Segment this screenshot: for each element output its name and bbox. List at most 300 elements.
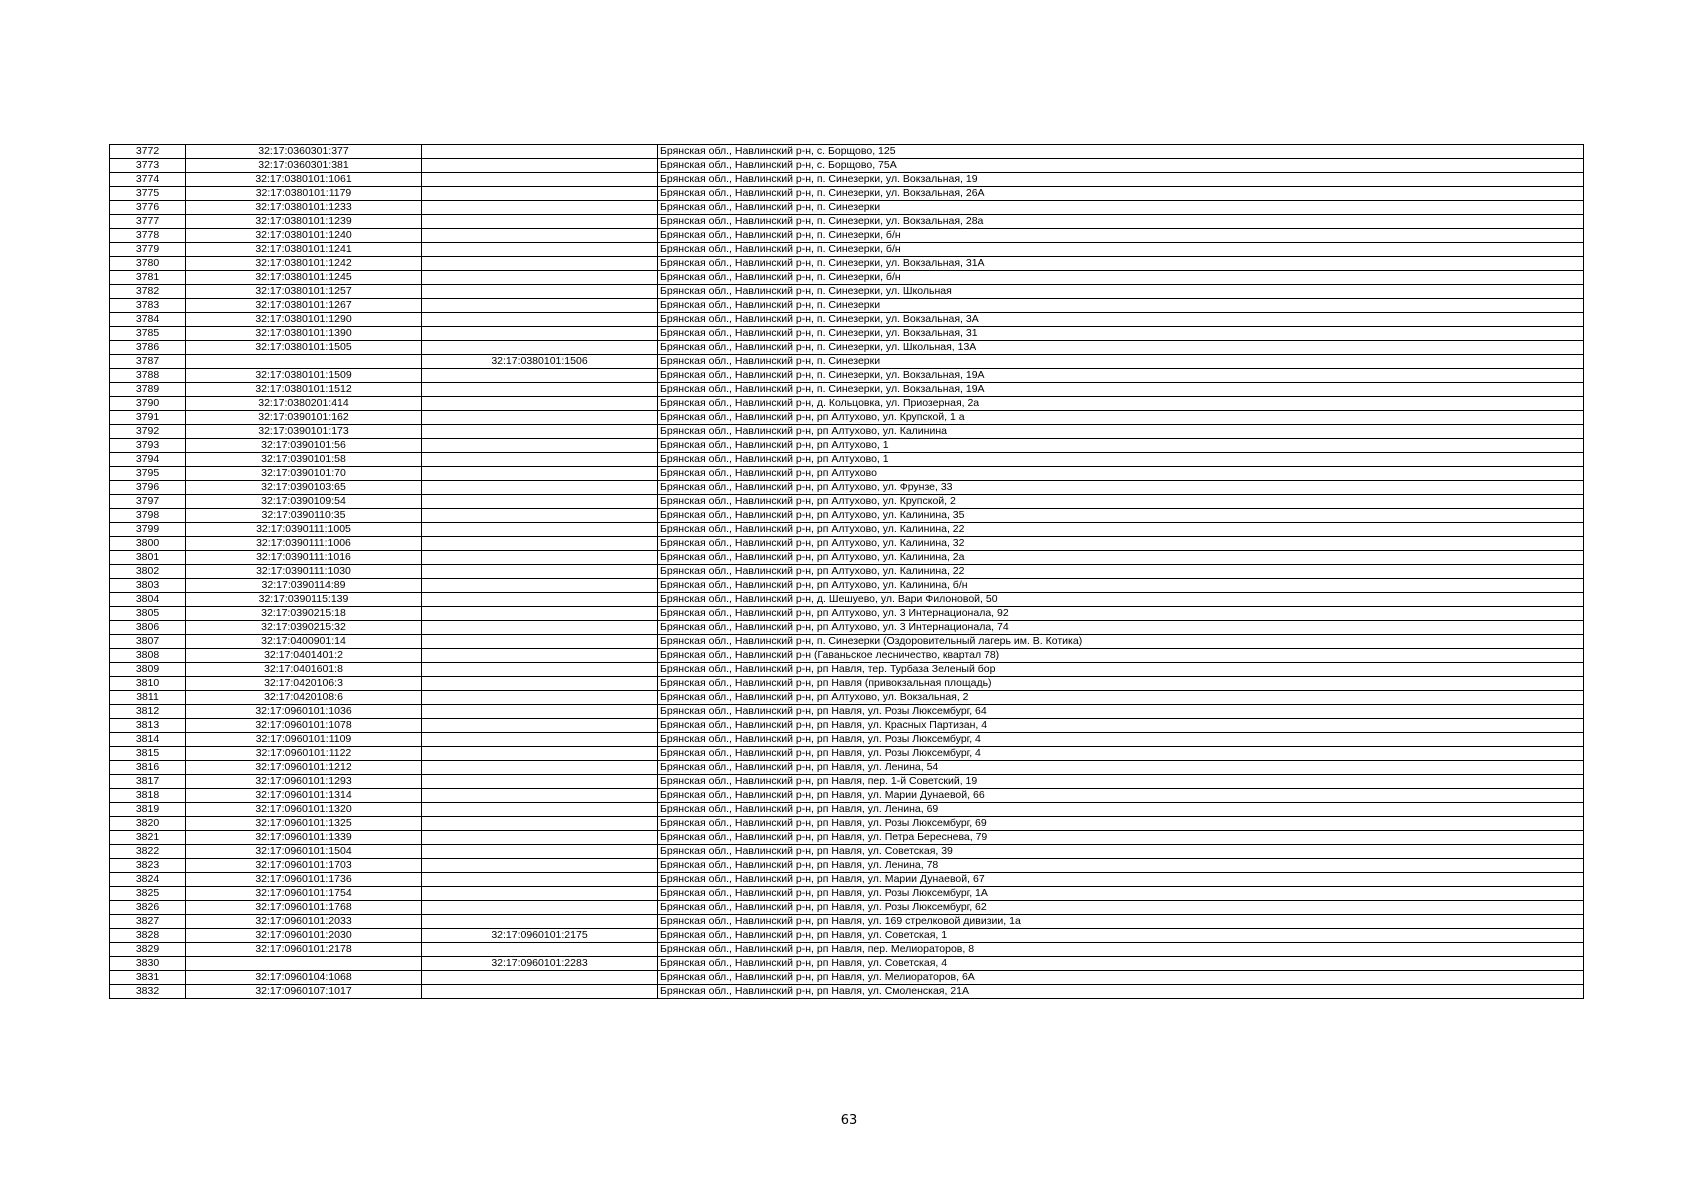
table-row	[110, 565, 1584, 579]
row-number-cell: 3820	[110, 817, 186, 831]
cadastral-number-cell: 32:17:0390114:89	[186, 579, 422, 593]
table-row	[110, 747, 1584, 761]
table-row	[110, 201, 1584, 215]
address-cell: Брянская обл., Навлинский р-н (Гаваньское лесничество, квартал 78)	[658, 649, 1584, 663]
cadastral-number-secondary-cell	[422, 971, 658, 985]
cadastral-number-cell: 32:17:0960101:1754	[186, 887, 422, 901]
table-row	[110, 943, 1584, 957]
row-number-cell: 3783	[110, 299, 186, 313]
address-cell: Брянская обл., Навлинский р-н, рп Навля, ул. Смоленская, 21А	[658, 985, 1584, 999]
table-row	[110, 649, 1584, 663]
table-row	[110, 369, 1584, 383]
table-row	[110, 257, 1584, 271]
cadastral-number-cell: 32:17:0380101:1245	[186, 271, 422, 285]
cadastral-number-cell: 32:17:0380101:1241	[186, 243, 422, 257]
table-row	[110, 971, 1584, 985]
cadastral-number-cell: 32:17:0390110:35	[186, 509, 422, 523]
cadastral-number-cell: 32:17:0420106:3	[186, 677, 422, 691]
cadastral-number-cell: 32:17:0960101:1339	[186, 831, 422, 845]
cadastral-number-cell: 32:17:0390111:1005	[186, 523, 422, 537]
table-row	[110, 327, 1584, 341]
table-row	[110, 159, 1584, 173]
cadastral-number-cell: 32:17:0380101:1233	[186, 201, 422, 215]
cadastral-number-secondary-cell: 32:17:0960101:2283	[422, 957, 658, 971]
cadastral-number-secondary-cell	[422, 411, 658, 425]
cadastral-number-cell: 32:17:0380101:1267	[186, 299, 422, 313]
cadastral-number-cell: 32:17:0960101:2178	[186, 943, 422, 957]
cadastral-number-cell: 32:17:0401401:2	[186, 649, 422, 663]
address-cell: Брянская обл., Навлинский р-н, рп Навля, ул. 169 стрелковой дивизии, 1а	[658, 915, 1584, 929]
address-cell: Брянская обл., Навлинский р-н, рп Алтухово, 1	[658, 453, 1584, 467]
table-row	[110, 173, 1584, 187]
address-cell: Брянская обл., Навлинский р-н, п. Синезерки, ул. Вокзальная, 31	[658, 327, 1584, 341]
cadastral-number-cell: 32:17:0960101:2030	[186, 929, 422, 943]
row-number-cell: 3793	[110, 439, 186, 453]
address-cell: Брянская обл., Навлинский р-н, рп Навля, ул. Розы Люксембург, 64	[658, 705, 1584, 719]
row-number-cell: 3773	[110, 159, 186, 173]
table-row	[110, 635, 1584, 649]
row-number-cell: 3797	[110, 495, 186, 509]
table-row	[110, 775, 1584, 789]
table-row	[110, 425, 1584, 439]
cadastral-number-secondary-cell	[422, 369, 658, 383]
row-number-cell: 3780	[110, 257, 186, 271]
table-row	[110, 621, 1584, 635]
address-cell: Брянская обл., Навлинский р-н, п. Синезерки, ул. Вокзальная, 28а	[658, 215, 1584, 229]
address-cell: Брянская обл., Навлинский р-н, п. Синезерки, ул. Вокзальная, 19А	[658, 383, 1584, 397]
cadastral-number-secondary-cell	[422, 649, 658, 663]
table-row	[110, 719, 1584, 733]
cadastral-number-cell: 32:17:0380101:1505	[186, 341, 422, 355]
cadastral-number-secondary-cell	[422, 677, 658, 691]
row-number-cell: 3779	[110, 243, 186, 257]
table-row	[110, 285, 1584, 299]
table-row	[110, 593, 1584, 607]
table-row	[110, 453, 1584, 467]
cadastral-number-secondary-cell: 32:17:0960101:2175	[422, 929, 658, 943]
row-number-cell: 3776	[110, 201, 186, 215]
table-row	[110, 495, 1584, 509]
cadastral-table	[109, 144, 1584, 999]
row-number-cell: 3774	[110, 173, 186, 187]
row-number-cell: 3802	[110, 565, 186, 579]
row-number-cell: 3812	[110, 705, 186, 719]
address-cell: Брянская обл., Навлинский р-н, п. Синезерки, б/н	[658, 229, 1584, 243]
address-cell: Брянская обл., Навлинский р-н, рп Алтухово, ул. 3 Интернационала, 92	[658, 607, 1584, 621]
address-cell: Брянская обл., Навлинский р-н, п. Синезерки, ул. Вокзальная, 31А	[658, 257, 1584, 271]
cadastral-number-cell: 32:17:0380101:1239	[186, 215, 422, 229]
row-number-cell: 3825	[110, 887, 186, 901]
address-cell: Брянская обл., Навлинский р-н, рп Алтухово, ул. Фрунзе, 33	[658, 481, 1584, 495]
cadastral-number-secondary-cell	[422, 257, 658, 271]
cadastral-number-secondary-cell	[422, 621, 658, 635]
address-cell: Брянская обл., Навлинский р-н, рп Навля, ул. Мелиораторов, 6А	[658, 971, 1584, 985]
row-number-cell: 3792	[110, 425, 186, 439]
cadastral-number-secondary-cell	[422, 453, 658, 467]
cadastral-number-secondary-cell	[422, 243, 658, 257]
cadastral-number-secondary-cell	[422, 859, 658, 873]
row-number-cell: 3786	[110, 341, 186, 355]
address-cell: Брянская обл., Навлинский р-н, рп Алтухово	[658, 467, 1584, 481]
table-row	[110, 887, 1584, 901]
address-cell: Брянская обл., Навлинский р-н, п. Синезерки, ул. Вокзальная, 19А	[658, 369, 1584, 383]
row-number-cell: 3784	[110, 313, 186, 327]
row-number-cell: 3805	[110, 607, 186, 621]
address-cell: Брянская обл., Навлинский р-н, рп Навля, ул. Ленина, 69	[658, 803, 1584, 817]
cadastral-number-cell: 32:17:0380101:1179	[186, 187, 422, 201]
cadastral-number-cell: 32:17:0390111:1016	[186, 551, 422, 565]
cadastral-number-secondary-cell	[422, 215, 658, 229]
cadastral-number-secondary-cell	[422, 285, 658, 299]
cadastral-number-cell: 32:17:0390109:54	[186, 495, 422, 509]
cadastral-number-cell: 32:17:0960101:1078	[186, 719, 422, 733]
table-row	[110, 439, 1584, 453]
table-row	[110, 691, 1584, 705]
address-cell: Брянская обл., Навлинский р-н, рп Навля, ул. Розы Люксембург, 62	[658, 901, 1584, 915]
cadastral-number-secondary-cell	[422, 397, 658, 411]
cadastral-number-cell: 32:17:0390215:32	[186, 621, 422, 635]
cadastral-number-secondary-cell	[422, 985, 658, 999]
address-cell: Брянская обл., Навлинский р-н, с. Борщово, 75А	[658, 159, 1584, 173]
table-row	[110, 523, 1584, 537]
cadastral-number-secondary-cell	[422, 733, 658, 747]
address-cell: Брянская обл., Навлинский р-н, рп Алтухово, 1	[658, 439, 1584, 453]
cadastral-number-cell: 32:17:0390111:1030	[186, 565, 422, 579]
address-cell: Брянская обл., Навлинский р-н, рп Навля, ул. Розы Люксембург, 4	[658, 747, 1584, 761]
table-body	[110, 145, 1584, 999]
address-cell: Брянская обл., Навлинский р-н, рп Алтухово, ул. 3 Интернационала, 74	[658, 621, 1584, 635]
cadastral-number-cell: 32:17:0380101:1242	[186, 257, 422, 271]
table-row	[110, 789, 1584, 803]
cadastral-number-cell: 32:17:0390101:58	[186, 453, 422, 467]
cadastral-number-secondary-cell	[422, 747, 658, 761]
table-row	[110, 901, 1584, 915]
cadastral-number-cell: 32:17:0380101:1290	[186, 313, 422, 327]
table-row	[110, 145, 1584, 159]
address-cell: Брянская обл., Навлинский р-н, рп Навля, ул. Советская, 1	[658, 929, 1584, 943]
row-number-cell: 3823	[110, 859, 186, 873]
address-cell: Брянская обл., Навлинский р-н, д. Кольцовка, ул. Приозерная, 2а	[658, 397, 1584, 411]
cadastral-number-secondary-cell: 32:17:0380101:1506	[422, 355, 658, 369]
address-cell: Брянская обл., Навлинский р-н, рп Алтухово, ул. Калинина, 32	[658, 537, 1584, 551]
table-row	[110, 551, 1584, 565]
row-number-cell: 3806	[110, 621, 186, 635]
cadastral-number-secondary-cell	[422, 915, 658, 929]
cadastral-number-cell: 32:17:0380201:414	[186, 397, 422, 411]
row-number-cell: 3809	[110, 663, 186, 677]
table-row	[110, 481, 1584, 495]
row-number-cell: 3778	[110, 229, 186, 243]
cadastral-number-secondary-cell	[422, 705, 658, 719]
address-cell: Брянская обл., Навлинский р-н, рп Алтухово, ул. Калинина, 2а	[658, 551, 1584, 565]
table-row	[110, 215, 1584, 229]
row-number-cell: 3799	[110, 523, 186, 537]
row-number-cell: 3814	[110, 733, 186, 747]
address-cell: Брянская обл., Навлинский р-н, рп Алтухово, ул. Калинина, б/н	[658, 579, 1584, 593]
address-cell: Брянская обл., Навлинский р-н, рп Навля, ул. Ленина, 78	[658, 859, 1584, 873]
row-number-cell: 3807	[110, 635, 186, 649]
table-row	[110, 845, 1584, 859]
cadastral-number-secondary-cell	[422, 523, 658, 537]
address-cell: Брянская обл., Навлинский р-н, рп Алтухово, ул. Калинина, 22	[658, 523, 1584, 537]
address-cell: Брянская обл., Навлинский р-н, рп Навля, тер. Турбаза Зеленый бор	[658, 663, 1584, 677]
cadastral-number-cell: 32:17:0960101:1768	[186, 901, 422, 915]
cadastral-number-secondary-cell	[422, 425, 658, 439]
cadastral-number-cell: 32:17:0960101:1736	[186, 873, 422, 887]
cadastral-number-cell: 32:17:0960101:1504	[186, 845, 422, 859]
cadastral-number-cell: 32:17:0380101:1512	[186, 383, 422, 397]
table-row	[110, 299, 1584, 313]
address-cell: Брянская обл., Навлинский р-н, рп Навля, пер. 1-й Советский, 19	[658, 775, 1584, 789]
cadastral-number-secondary-cell	[422, 593, 658, 607]
cadastral-number-cell	[186, 355, 422, 369]
cadastral-number-secondary-cell	[422, 467, 658, 481]
cadastral-number-secondary-cell	[422, 873, 658, 887]
cadastral-number-secondary-cell	[422, 439, 658, 453]
cadastral-number-cell: 32:17:0360301:381	[186, 159, 422, 173]
table-row	[110, 397, 1584, 411]
table-row	[110, 579, 1584, 593]
cadastral-number-secondary-cell	[422, 229, 658, 243]
table-row	[110, 663, 1584, 677]
table-row	[110, 859, 1584, 873]
cadastral-number-cell: 32:17:0390115:139	[186, 593, 422, 607]
table-row	[110, 243, 1584, 257]
table-row	[110, 705, 1584, 719]
cadastral-number-cell: 32:17:0380101:1240	[186, 229, 422, 243]
cadastral-number-secondary-cell	[422, 299, 658, 313]
address-cell: Брянская обл., Навлинский р-н, рп Алтухово, ул. Вокзальная, 2	[658, 691, 1584, 705]
row-number-cell: 3795	[110, 467, 186, 481]
row-number-cell: 3822	[110, 845, 186, 859]
row-number-cell: 3790	[110, 397, 186, 411]
cadastral-number-cell: 32:17:0420108:6	[186, 691, 422, 705]
cadastral-number-secondary-cell	[422, 271, 658, 285]
cadastral-number-secondary-cell	[422, 635, 658, 649]
address-cell: Брянская обл., Навлинский р-н, п. Синезерки	[658, 299, 1584, 313]
address-cell: Брянская обл., Навлинский р-н, рп Алтухово, ул. Крупской, 2	[658, 495, 1584, 509]
table-row	[110, 383, 1584, 397]
address-cell: Брянская обл., Навлинский р-н, рп Алтухово, ул. Калинина, 22	[658, 565, 1584, 579]
row-number-cell: 3796	[110, 481, 186, 495]
row-number-cell: 3824	[110, 873, 186, 887]
address-cell: Брянская обл., Навлинский р-н, д. Шешуево, ул. Вари Филоновой, 50	[658, 593, 1584, 607]
table-row	[110, 761, 1584, 775]
cadastral-number-cell: 32:17:0380101:1061	[186, 173, 422, 187]
address-cell: Брянская обл., Навлинский р-н, п. Синезерки (Оздоровительный лагерь им. В. Котика)	[658, 635, 1584, 649]
table-row	[110, 341, 1584, 355]
table-row	[110, 817, 1584, 831]
table-row	[110, 957, 1584, 971]
cadastral-number-cell: 32:17:0960101:1109	[186, 733, 422, 747]
cadastral-number-cell: 32:17:0960101:1325	[186, 817, 422, 831]
cadastral-number-cell: 32:17:0380101:1390	[186, 327, 422, 341]
table-row	[110, 677, 1584, 691]
row-number-cell: 3830	[110, 957, 186, 971]
cadastral-number-cell: 32:17:0960107:1017	[186, 985, 422, 999]
row-number-cell: 3789	[110, 383, 186, 397]
address-cell: Брянская обл., Навлинский р-н, п. Синезерки, ул. Вокзальная, 3А	[658, 313, 1584, 327]
cadastral-number-cell: 32:17:0390111:1006	[186, 537, 422, 551]
cadastral-number-cell: 32:17:0960101:1122	[186, 747, 422, 761]
table-row	[110, 187, 1584, 201]
address-cell: Брянская обл., Навлинский р-н, рп Алтухово, ул. Крупской, 1 а	[658, 411, 1584, 425]
table-row	[110, 271, 1584, 285]
cadastral-number-secondary-cell	[422, 509, 658, 523]
address-cell: Брянская обл., Навлинский р-н, п. Синезерки	[658, 355, 1584, 369]
cadastral-number-secondary-cell	[422, 943, 658, 957]
address-cell: Брянская обл., Навлинский р-н, п. Синезерки, ул. Школьная, 13А	[658, 341, 1584, 355]
cadastral-number-secondary-cell	[422, 537, 658, 551]
cadastral-number-secondary-cell	[422, 901, 658, 915]
row-number-cell: 3800	[110, 537, 186, 551]
cadastral-number-cell: 32:17:0960104:1068	[186, 971, 422, 985]
cadastral-number-secondary-cell	[422, 327, 658, 341]
row-number-cell: 3817	[110, 775, 186, 789]
table-row	[110, 873, 1584, 887]
cadastral-number-cell: 32:17:0390101:173	[186, 425, 422, 439]
address-cell: Брянская обл., Навлинский р-н, рп Навля, ул. Розы Люксембург, 1А	[658, 887, 1584, 901]
table-row	[110, 831, 1584, 845]
cadastral-number-secondary-cell	[422, 803, 658, 817]
address-cell: Брянская обл., Навлинский р-н, рп Навля, пер. Мелиораторов, 8	[658, 943, 1584, 957]
cadastral-number-cell: 32:17:0960101:1036	[186, 705, 422, 719]
address-cell: Брянская обл., Навлинский р-н, рп Навля, ул. Ленина, 54	[658, 761, 1584, 775]
cadastral-number-secondary-cell	[422, 159, 658, 173]
cadastral-number-secondary-cell	[422, 691, 658, 705]
row-number-cell: 3819	[110, 803, 186, 817]
row-number-cell: 3775	[110, 187, 186, 201]
row-number-cell: 3815	[110, 747, 186, 761]
row-number-cell: 3772	[110, 145, 186, 159]
cadastral-number-secondary-cell	[422, 761, 658, 775]
cadastral-number-cell: 32:17:0390101:56	[186, 439, 422, 453]
address-cell: Брянская обл., Навлинский р-н, рп Навля, ул. Марии Дунаевой, 67	[658, 873, 1584, 887]
row-number-cell: 3785	[110, 327, 186, 341]
address-cell: Брянская обл., Навлинский р-н, рп Навля, ул. Петра Береснева, 79	[658, 831, 1584, 845]
row-number-cell: 3829	[110, 943, 186, 957]
row-number-cell: 3828	[110, 929, 186, 943]
address-cell: Брянская обл., Навлинский р-н, рп Навля, ул. Красных Партизан, 4	[658, 719, 1584, 733]
address-cell: Брянская обл., Навлинский р-н, рп Алтухово, ул. Калинина, 35	[658, 509, 1584, 523]
address-cell: Брянская обл., Навлинский р-н, рп Навля, ул. Советская, 4	[658, 957, 1584, 971]
table-row	[110, 467, 1584, 481]
table-row	[110, 229, 1584, 243]
row-number-cell: 3831	[110, 971, 186, 985]
cadastral-number-secondary-cell	[422, 173, 658, 187]
row-number-cell: 3826	[110, 901, 186, 915]
table-row	[110, 537, 1584, 551]
row-number-cell: 3827	[110, 915, 186, 929]
row-number-cell: 3803	[110, 579, 186, 593]
table-row	[110, 355, 1584, 369]
row-number-cell: 3788	[110, 369, 186, 383]
table-row	[110, 733, 1584, 747]
cadastral-number-cell: 32:17:0960101:2033	[186, 915, 422, 929]
row-number-cell: 3794	[110, 453, 186, 467]
address-cell: Брянская обл., Навлинский р-н, рп Навля, ул. Советская, 39	[658, 845, 1584, 859]
row-number-cell: 3816	[110, 761, 186, 775]
cadastral-number-cell: 32:17:0380101:1509	[186, 369, 422, 383]
cadastral-number-cell: 32:17:0380101:1257	[186, 285, 422, 299]
cadastral-number-secondary-cell	[422, 551, 658, 565]
address-cell: Брянская обл., Навлинский р-н, п. Синезерки, б/н	[658, 243, 1584, 257]
row-number-cell: 3801	[110, 551, 186, 565]
table-row	[110, 607, 1584, 621]
row-number-cell: 3811	[110, 691, 186, 705]
cadastral-number-cell: 32:17:0390101:162	[186, 411, 422, 425]
cadastral-number-secondary-cell	[422, 775, 658, 789]
cadastral-number-cell: 32:17:0400901:14	[186, 635, 422, 649]
cadastral-number-cell	[186, 957, 422, 971]
cadastral-number-cell: 32:17:0960101:1703	[186, 859, 422, 873]
cadastral-number-cell: 32:17:0390101:70	[186, 467, 422, 481]
address-cell: Брянская обл., Навлинский р-н, п. Синезерки, ул. Школьная	[658, 285, 1584, 299]
row-number-cell: 3832	[110, 985, 186, 999]
cadastral-number-secondary-cell	[422, 887, 658, 901]
table-row	[110, 803, 1584, 817]
cadastral-number-secondary-cell	[422, 187, 658, 201]
cadastral-number-secondary-cell	[422, 383, 658, 397]
cadastral-number-cell: 32:17:0960101:1293	[186, 775, 422, 789]
row-number-cell: 3787	[110, 355, 186, 369]
cadastral-number-cell: 32:17:0960101:1212	[186, 761, 422, 775]
cadastral-number-secondary-cell	[422, 341, 658, 355]
cadastral-number-cell: 32:17:0390103:65	[186, 481, 422, 495]
cadastral-number-secondary-cell	[422, 845, 658, 859]
row-number-cell: 3810	[110, 677, 186, 691]
cadastral-number-cell: 32:17:0960101:1314	[186, 789, 422, 803]
cadastral-number-secondary-cell	[422, 201, 658, 215]
row-number-cell: 3791	[110, 411, 186, 425]
row-number-cell: 3782	[110, 285, 186, 299]
table-row	[110, 985, 1584, 999]
row-number-cell: 3818	[110, 789, 186, 803]
cadastral-number-secondary-cell	[422, 831, 658, 845]
cadastral-number-secondary-cell	[422, 495, 658, 509]
table-row	[110, 313, 1584, 327]
cadastral-number-secondary-cell	[422, 817, 658, 831]
address-cell: Брянская обл., Навлинский р-н, п. Синезерки, ул. Вокзальная, 19	[658, 173, 1584, 187]
address-cell: Брянская обл., Навлинский р-н, рп Алтухово, ул. Калинина	[658, 425, 1584, 439]
cadastral-number-secondary-cell	[422, 789, 658, 803]
address-cell: Брянская обл., Навлинский р-н, рп Навля (привокзальная площадь)	[658, 677, 1584, 691]
row-number-cell: 3781	[110, 271, 186, 285]
row-number-cell: 3813	[110, 719, 186, 733]
cadastral-number-secondary-cell	[422, 145, 658, 159]
table-row	[110, 929, 1584, 943]
row-number-cell: 3777	[110, 215, 186, 229]
address-cell: Брянская обл., Навлинский р-н, рп Навля, ул. Розы Люксембург, 4	[658, 733, 1584, 747]
row-number-cell: 3808	[110, 649, 186, 663]
row-number-cell: 3821	[110, 831, 186, 845]
cadastral-number-secondary-cell	[422, 719, 658, 733]
table-row	[110, 411, 1584, 425]
cadastral-number-cell: 32:17:0390215:18	[186, 607, 422, 621]
cadastral-number-cell: 32:17:0360301:377	[186, 145, 422, 159]
cadastral-number-secondary-cell	[422, 607, 658, 621]
row-number-cell: 3798	[110, 509, 186, 523]
address-cell: Брянская обл., Навлинский р-н, п. Синезерки	[658, 201, 1584, 215]
row-number-cell: 3804	[110, 593, 186, 607]
address-cell: Брянская обл., Навлинский р-н, п. Синезерки, б/н	[658, 271, 1584, 285]
cadastral-number-secondary-cell	[422, 481, 658, 495]
address-cell: Брянская обл., Навлинский р-н, с. Борщово, 125	[658, 145, 1584, 159]
cadastral-number-cell: 32:17:0960101:1320	[186, 803, 422, 817]
cadastral-number-secondary-cell	[422, 565, 658, 579]
page-number: 63	[840, 1113, 858, 1128]
cadastral-number-secondary-cell	[422, 579, 658, 593]
